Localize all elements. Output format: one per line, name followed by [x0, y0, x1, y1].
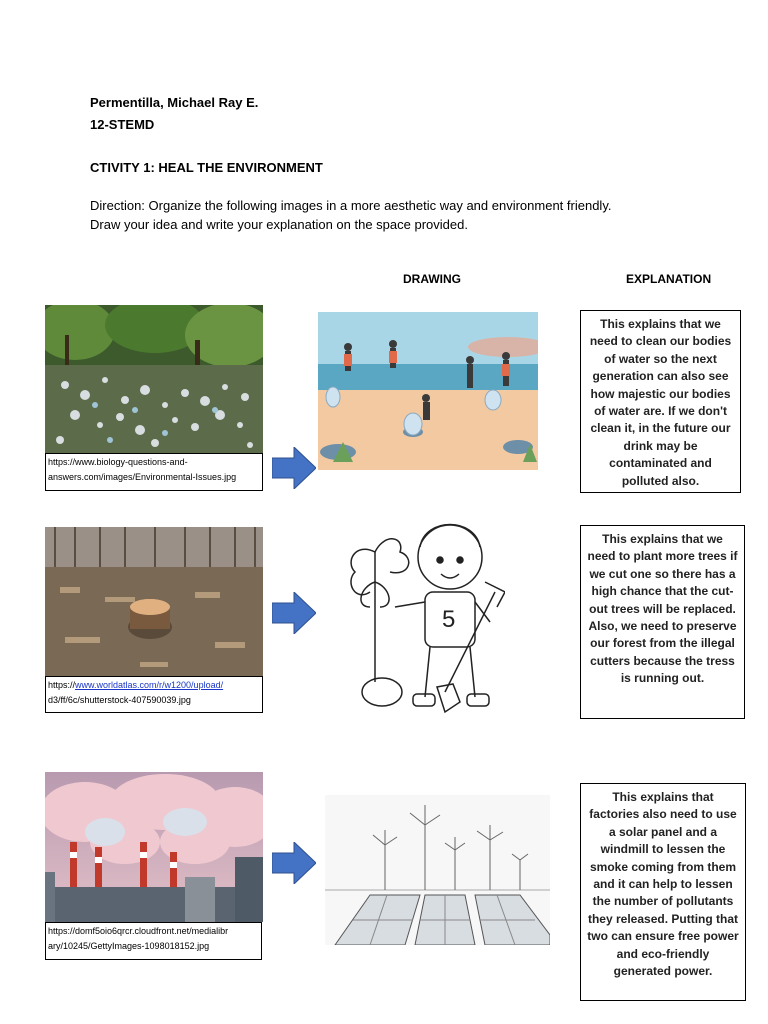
- url-line: ary/10245/GettyImages-1098018152.jpg: [48, 941, 210, 951]
- source-url-caption: [45, 453, 263, 491]
- explanation-box: This explains that we need to clean our bodies of water so the next generation can also see how majestic our bodies of water are. If we don't clean it, in the future our drink may be contaminated and polluted also.: [580, 310, 741, 493]
- activity-title: CTIVITY 1: HEAL THE ENVIRONMENT: [90, 160, 323, 175]
- source-url-caption: [45, 676, 263, 713]
- source-link[interactable]: www.worldatlas.com/r/w1200/upload/: [75, 680, 224, 690]
- url-prefix: https://: [48, 680, 76, 690]
- right-arrow-icon: [272, 842, 316, 884]
- cut-forest-photo: [45, 527, 263, 677]
- url-line: d3/ff/6c/shutterstock-407590039.jpg: [48, 695, 191, 705]
- explanation-column-header: EXPLANATION: [626, 272, 712, 286]
- right-arrow-icon: [272, 447, 316, 489]
- beach-cleanup-drawing: [318, 312, 538, 470]
- url-line: answers.com/images/Environmental-Issues.jpg: [48, 472, 237, 482]
- direction-line-2: Draw your idea and write your explanation on the space provided.: [90, 217, 468, 232]
- direction-line-1: Direction: Organize the following images in a more aesthetic way and environment friendly.: [90, 198, 612, 213]
- drawing-column-header: DRAWING: [403, 272, 461, 286]
- url-line: https://www.biology-questions-and-: [48, 457, 188, 467]
- boy-planting-tree-drawing: [345, 512, 505, 717]
- explanation-box: This explains that we need to plant more trees if we cut one so there has a high chance that the cut-out trees will be replaced. Also, we need to preserve our forest from the illegal cutters because the tress is running out.: [580, 525, 745, 719]
- wind-solar-drawing: [325, 795, 550, 945]
- student-name: Permentilla, Michael Ray E.: [90, 95, 259, 110]
- factory-smoke-photo: [45, 772, 263, 922]
- right-arrow-icon: [272, 592, 316, 634]
- explanation-box: This explains that factories also need to use a solar panel and a windmill to lessen the smoke coming from them and it can help to lessen the number of pollutants they released. Putting that two can ensure free power and eco-friendly generated power.: [580, 783, 746, 1001]
- source-url-caption: [45, 922, 262, 960]
- student-section: 12-STEMD: [90, 117, 155, 132]
- polluted-river-photo: [45, 305, 263, 455]
- url-line: https://domf5oio6qrcr.cloudfront.net/medialibr: [48, 926, 229, 936]
- svg-text:5: 5: [442, 606, 456, 633]
